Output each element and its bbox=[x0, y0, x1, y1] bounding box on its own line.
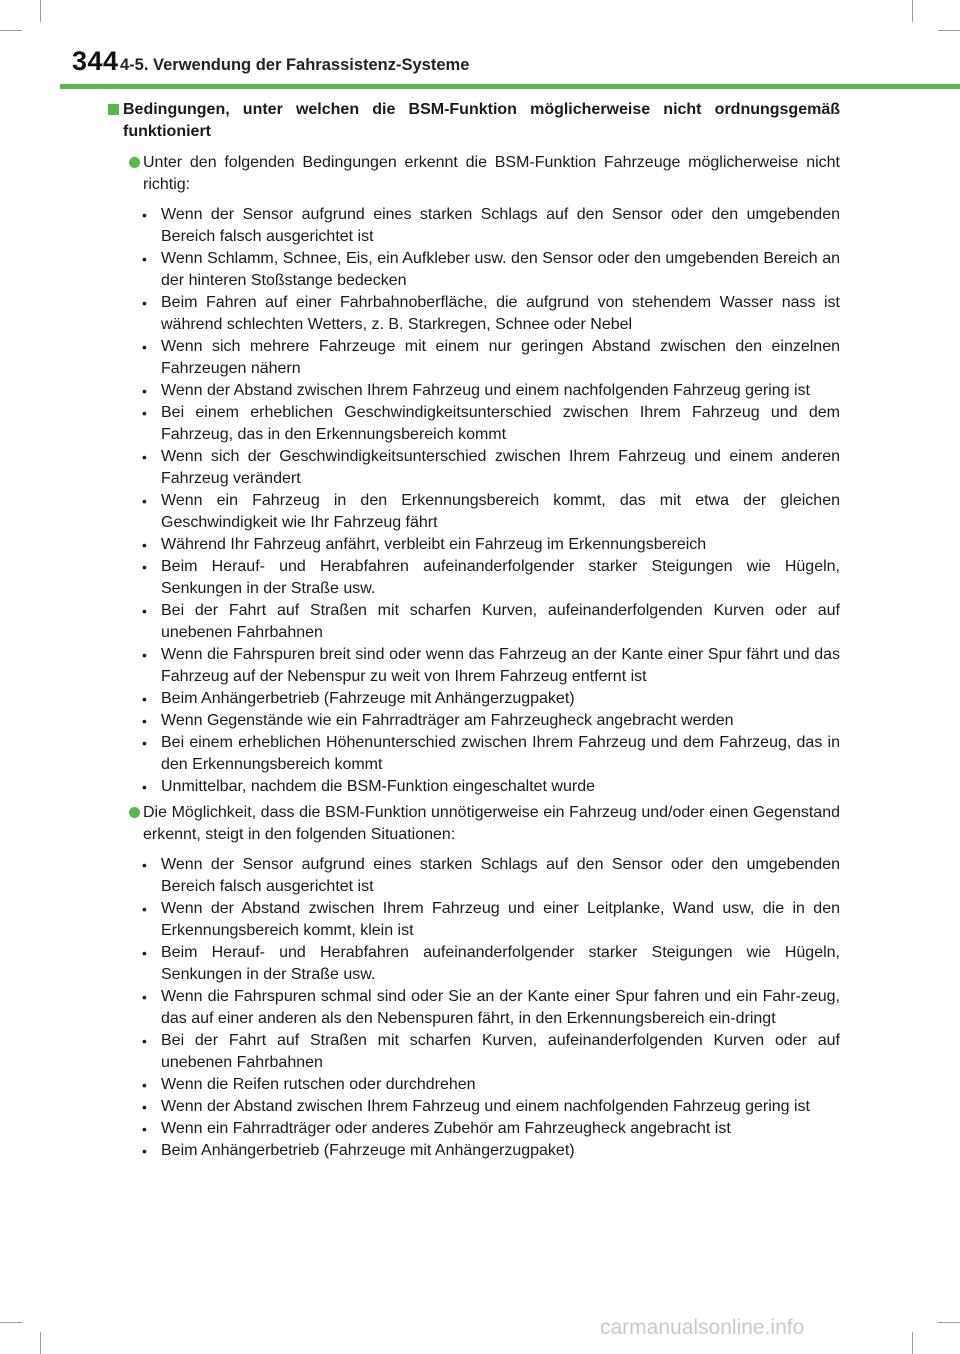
condition-intro-text: Unter den folgenden Bedingungen erkennt die BSM-Funktion Fahrzeuge möglicherweise nicht richtig: bbox=[143, 154, 840, 193]
crop-mark bbox=[0, 1322, 22, 1323]
list-item-text: Wenn die Reifen rutschen oder durchdrehen bbox=[161, 1076, 476, 1093]
list-item bbox=[142, 710, 840, 732]
bullet-dot-icon: • bbox=[142, 1121, 147, 1137]
bullet-dot-icon: • bbox=[142, 735, 147, 751]
crop-mark bbox=[938, 30, 960, 31]
list-item bbox=[142, 600, 840, 644]
list-item-text: Beim Herauf- und Herabfahren aufeinanderfolgender starker Steigungen wie Hügeln, Senkungen in der Straße usw. bbox=[161, 944, 840, 983]
list-item bbox=[142, 898, 840, 942]
list-item bbox=[142, 854, 840, 898]
bullet-dot-icon: • bbox=[142, 1143, 147, 1159]
crop-mark bbox=[0, 30, 22, 31]
list-item bbox=[142, 204, 840, 248]
bullet-dot-icon: • bbox=[142, 383, 147, 399]
crop-mark bbox=[912, 0, 913, 22]
square-bullet-icon bbox=[108, 104, 119, 115]
list-item bbox=[142, 942, 840, 986]
bullet-dot-icon: • bbox=[142, 1099, 147, 1115]
bullet-dot-icon: • bbox=[142, 493, 147, 509]
chapter-title: 4-5. Verwendung der Fahrassistenz-Systeme bbox=[120, 56, 470, 74]
bullet-dot-icon: • bbox=[142, 339, 147, 355]
bullet-dot-icon: • bbox=[142, 857, 147, 873]
bullet-dot-icon: • bbox=[142, 449, 147, 465]
list-item bbox=[142, 776, 840, 798]
bullet-dot-icon: • bbox=[142, 647, 147, 663]
list-item-text: Wenn der Sensor aufgrund eines starken Schlags auf den Sensor oder den umgebenden Bereich falsch ausgerichtet ist bbox=[161, 856, 840, 895]
bullet-dot-icon: • bbox=[142, 1077, 147, 1093]
list-item-text: Beim Herauf- und Herabfahren aufeinanderfolgender starker Steigungen wie Hügeln, Senkungen in der Straße usw. bbox=[161, 558, 840, 597]
list-item-text: Wenn ein Fahrradträger oder anderes Zubehör am Fahrzeugheck angebracht ist bbox=[161, 1120, 731, 1137]
list-item bbox=[142, 292, 840, 336]
bullet-dot-icon: • bbox=[142, 207, 147, 223]
bullet-dot-icon: • bbox=[142, 405, 147, 421]
list-item-text: Wenn der Abstand zwischen Ihrem Fahrzeug und einer Leitplanke, Wand usw, die in den Erkennungsbereich kommt, klein ist bbox=[161, 900, 840, 939]
list-item-text: Beim Anhängerbetrieb (Fahrzeuge mit Anhängerzugpaket) bbox=[161, 690, 575, 707]
bullet-dot-icon: • bbox=[142, 537, 147, 553]
bullet-dot-icon: • bbox=[142, 989, 147, 1005]
list-item-text: Wenn Schlamm, Schnee, Eis, ein Aufkleber usw. den Sensor oder den umgebenden Bereich an der hinteren Stoßstange bedecken bbox=[161, 250, 840, 289]
bullet-dot-icon: • bbox=[142, 779, 147, 795]
list-item bbox=[142, 644, 840, 688]
list-item bbox=[142, 1118, 840, 1140]
list-item bbox=[142, 688, 840, 710]
list-item bbox=[142, 732, 840, 776]
bullet-dot-icon: • bbox=[142, 1033, 147, 1049]
circle-bullet-icon bbox=[129, 157, 140, 168]
list-item-text: Unmittelbar, nachdem die BSM-Funktion eingeschaltet wurde bbox=[161, 778, 595, 795]
section-heading bbox=[108, 99, 840, 143]
list-item-text: Wenn Gegenstände wie ein Fahrradträger am Fahrzeugheck angebracht werden bbox=[161, 712, 734, 729]
bullet-dot-icon: • bbox=[142, 251, 147, 267]
list-item-text: Während Ihr Fahrzeug anfährt, verbleibt ein Fahrzeug im Erkennungsbereich bbox=[161, 536, 707, 553]
section-heading-text: Bedingungen, unter welchen die BSM-Funktion möglicherweise nicht ordnungsgemäß funktioniert bbox=[123, 101, 840, 140]
list-item-text: Wenn sich der Geschwindigkeitsunterschied zwischen Ihrem Fahrzeug und einem anderen Fahrzeug verändert bbox=[161, 448, 840, 487]
watermark-text: carmanualsonline.info bbox=[600, 1316, 805, 1339]
list-item-text: Wenn ein Fahrzeug in den Erkennungsbereich kommt, das mit etwa der gleichen Geschwindigkeit wie Ihr Fahrzeug fährt bbox=[161, 492, 840, 531]
list-item bbox=[142, 402, 840, 446]
list-item-text: Bei der Fahrt auf Straßen mit scharfen Kurven, aufeinanderfolgenden Kurven oder auf unebenen Fahrbahnen bbox=[161, 1032, 840, 1071]
header-rule bbox=[60, 84, 960, 89]
list-item bbox=[142, 986, 840, 1030]
list-item-text: Wenn der Sensor aufgrund eines starken Schlags auf den Sensor oder den umgebenden Bereich falsch ausgerichtet ist bbox=[161, 206, 840, 245]
condition-list bbox=[108, 854, 840, 1162]
list-item bbox=[142, 380, 840, 402]
list-item bbox=[142, 336, 840, 380]
condition-intro-text: Die Möglichkeit, dass die BSM-Funktion unnötigerweise ein Fahrzeug und/oder einen Gegenstand erkennt, steigt in den folgenden Situationen: bbox=[143, 804, 840, 843]
list-item bbox=[142, 556, 840, 600]
list-item-text: Wenn die Fahrspuren breit sind oder wenn das Fahrzeug an der Kante einer Spur fährt und das Fahrzeug auf der Nebenspur zu weit von Ihrem Fahrzeug entfernt ist bbox=[161, 646, 840, 685]
list-item-text: Bei einem erheblichen Höhenunterschied zwischen Ihrem Fahrzeug und dem Fahrzeug, das in den Erkennungsbereich kommt bbox=[161, 734, 840, 773]
crop-mark bbox=[40, 0, 41, 22]
bullet-dot-icon: • bbox=[142, 295, 147, 311]
list-item-text: Wenn sich mehrere Fahrzeuge mit einem nur geringen Abstand zwischen den einzelnen Fahrzeugen nähern bbox=[161, 338, 840, 377]
condition-intro bbox=[108, 802, 840, 846]
list-item bbox=[142, 1096, 840, 1118]
crop-mark bbox=[938, 1322, 960, 1323]
bullet-dot-icon: • bbox=[142, 901, 147, 917]
list-item bbox=[142, 1074, 840, 1096]
list-item bbox=[142, 490, 840, 534]
list-item bbox=[142, 248, 840, 292]
list-item-text: Beim Fahren auf einer Fahrbahnoberfläche, die aufgrund von stehendem Wasser nass ist während schlechten Wetters, z. B. Starkregen, Schnee oder Nebel bbox=[161, 294, 840, 333]
bullet-dot-icon: • bbox=[142, 713, 147, 729]
crop-mark bbox=[40, 1332, 41, 1354]
list-item bbox=[142, 446, 840, 490]
bullet-dot-icon: • bbox=[142, 603, 147, 619]
condition-intro bbox=[108, 152, 840, 196]
bullet-dot-icon: • bbox=[142, 945, 147, 961]
list-item-text: Wenn die Fahrspuren schmal sind oder Sie an der Kante einer Spur fahren und ein Fahr-zeug, das auf einer anderen als den Nebenspuren fährt, in den Erkennungsbereich ein-dringt bbox=[161, 988, 840, 1027]
bullet-dot-icon: • bbox=[142, 559, 147, 575]
crop-mark bbox=[912, 1332, 913, 1354]
list-item-text: Bei der Fahrt auf Straßen mit scharfen Kurven, aufeinanderfolgenden Kurven oder auf unebenen Fahrbahnen bbox=[161, 602, 840, 641]
list-item-text: Beim Anhängerbetrieb (Fahrzeuge mit Anhängerzugpaket) bbox=[161, 1142, 575, 1159]
page-content bbox=[108, 99, 840, 1166]
circle-bullet-icon bbox=[129, 807, 140, 818]
list-item-text: Bei einem erheblichen Geschwindigkeitsunterschied zwischen Ihrem Fahrzeug und dem Fahrzeug, das in den Erkennungsbereich kommt bbox=[161, 404, 840, 443]
page-number: 344 bbox=[72, 46, 119, 76]
bullet-dot-icon: • bbox=[142, 691, 147, 707]
list-item bbox=[142, 534, 840, 556]
list-item-text: Wenn der Abstand zwischen Ihrem Fahrzeug und einem nachfolgenden Fahrzeug gering ist bbox=[161, 382, 810, 399]
list-item-text: Wenn der Abstand zwischen Ihrem Fahrzeug und einem nachfolgenden Fahrzeug gering ist bbox=[161, 1098, 810, 1115]
condition-list bbox=[108, 204, 840, 798]
list-item bbox=[142, 1140, 840, 1162]
list-item bbox=[142, 1030, 840, 1074]
